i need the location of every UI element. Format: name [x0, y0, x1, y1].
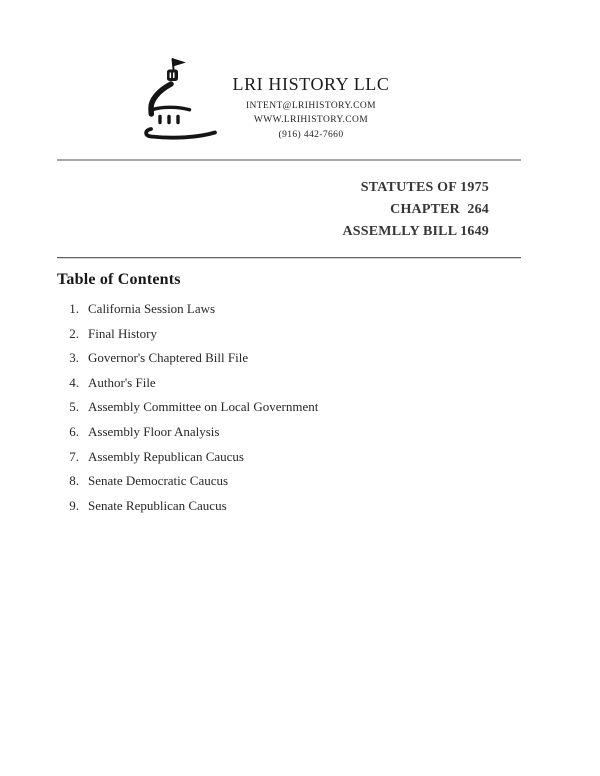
toc-item-label: Author's File — [88, 374, 156, 390]
toc-item-number: 9. — [69, 497, 79, 513]
bill-line: ASSEMLLY BILL 1649 — [342, 224, 489, 239]
capitol-dome-logo-icon — [142, 56, 222, 148]
toc-item — [57, 450, 318, 463]
company-email: INTENT@LRIHISTORY.COM — [245, 101, 376, 111]
toc-item — [57, 376, 318, 389]
statute-reference-block — [0, 177, 489, 243]
horizontal-rule-bottom — [57, 257, 521, 258]
toc-item-label: Assembly Republican Caucus — [88, 448, 244, 464]
letterhead — [211, 75, 411, 142]
toc-list — [57, 302, 318, 523]
company-phone: (916) 442-7660 — [278, 129, 344, 140]
toc-item — [57, 351, 318, 364]
toc-item-label: Assembly Floor Analysis — [88, 423, 220, 439]
company-name: LRI HISTORY LLC — [232, 74, 390, 94]
toc-item-number: 4. — [69, 374, 79, 390]
toc-item-number: 8. — [69, 473, 79, 489]
toc-item-number: 6. — [69, 423, 79, 439]
toc-item-number: 5. — [69, 399, 79, 415]
toc-item-label: Senate Republican Caucus — [88, 497, 227, 513]
toc-item-label: Assembly Committee on Local Government — [88, 399, 319, 415]
toc-item — [57, 327, 318, 340]
chapter-line: CHAPTER 264 — [390, 202, 489, 217]
toc-title: Table of Contents — [57, 271, 181, 288]
toc-item-label: Final History — [88, 325, 157, 341]
company-website: WWW.LRIHISTORY.COM — [253, 115, 369, 126]
toc-item — [57, 425, 318, 438]
toc-item — [57, 400, 318, 413]
toc-item-number: 2. — [69, 325, 79, 341]
toc-item-label: Senate Democratic Caucus — [88, 473, 229, 489]
toc-item-label: California Session Laws — [88, 301, 216, 316]
toc-item-label: Governor's Chaptered Bill File — [88, 350, 249, 366]
toc-item — [57, 474, 318, 487]
toc-item-number: 7. — [69, 448, 79, 464]
toc-item-number: 3. — [69, 350, 79, 366]
toc-item — [57, 302, 318, 315]
horizontal-rule-top — [57, 159, 521, 161]
statutes-line: STATUTES OF 1975 — [360, 180, 489, 195]
toc-item — [57, 499, 318, 512]
toc-item-number: 1. — [69, 301, 79, 316]
